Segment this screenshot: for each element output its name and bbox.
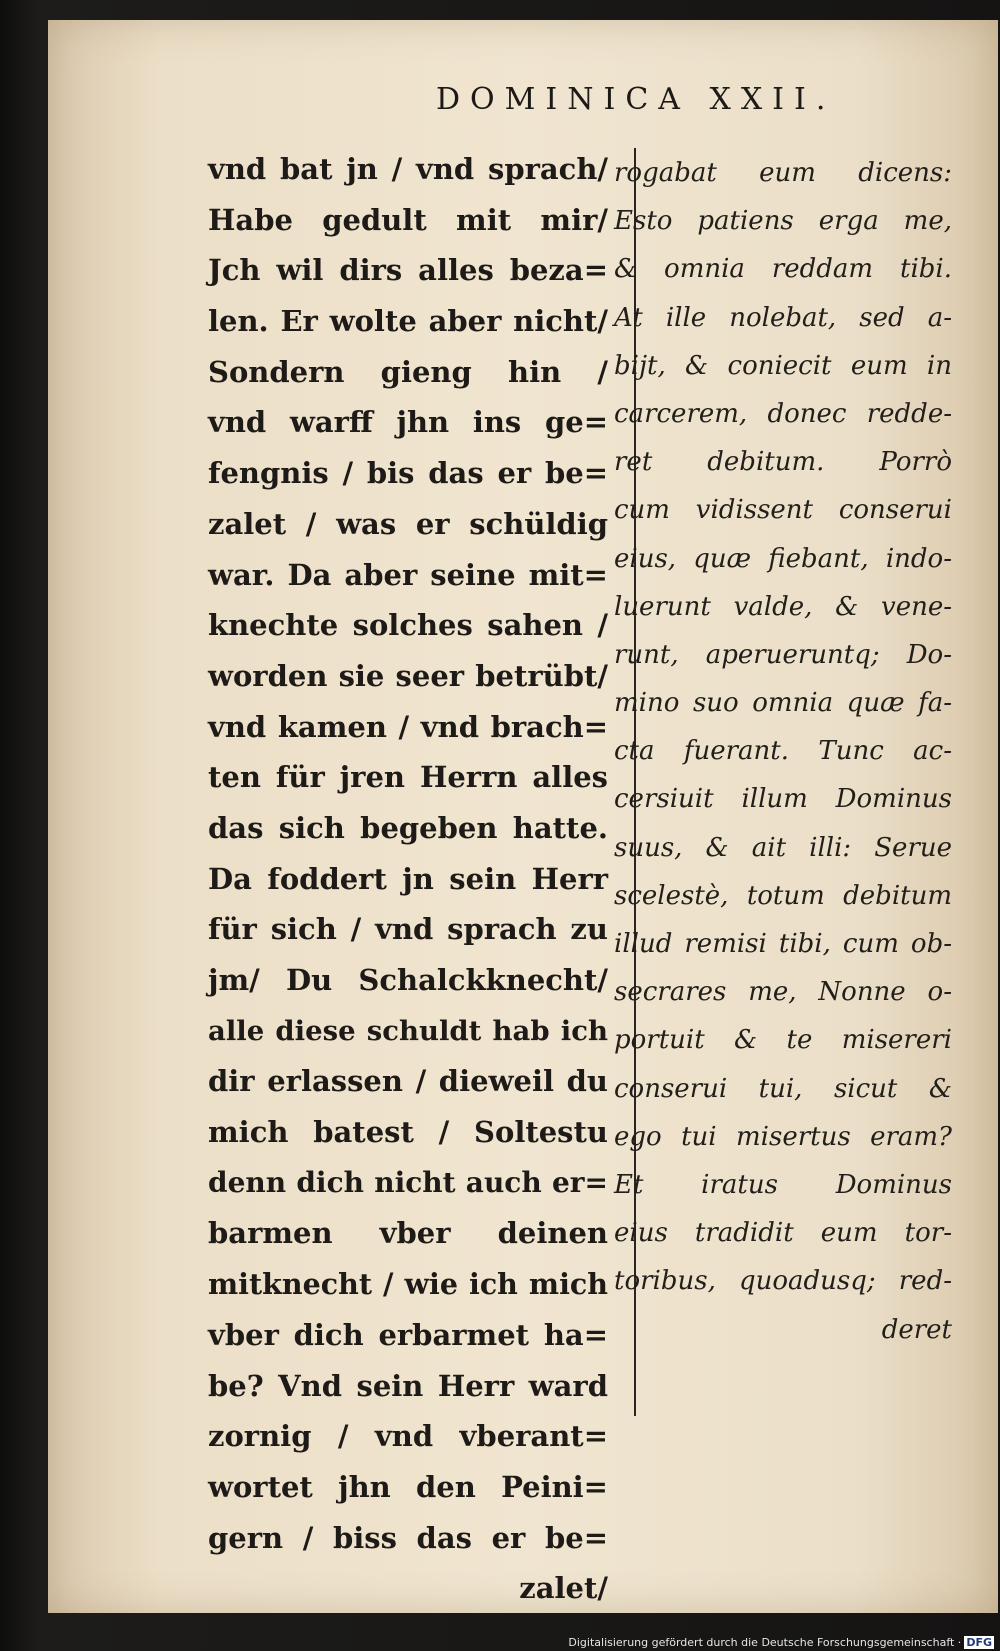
german-text-line: worden sie seer betrübt/ [208, 658, 608, 693]
book-page [48, 20, 998, 1613]
german-text-line: alle diese schuldt hab ich [208, 1014, 608, 1047]
latin-text-line: runt, aperueruntq; Do- [614, 639, 952, 670]
latin-text-line: ego tui misertus eram? [614, 1121, 952, 1152]
running-head: DOMINICA XXII. [436, 82, 836, 117]
latin-text-line: scelestè, totum debitum [614, 880, 952, 911]
german-text-line: zalet/ [519, 1571, 608, 1606]
latin-text-line: bijt, & coniecit eum in [614, 350, 952, 381]
latin-text-line: rogabat eum dicens: [614, 158, 952, 188]
credit-text: Digitalisierung gefördert durch die Deutsche Forschungsgemeinschaft · [568, 1636, 962, 1649]
german-text-line: zornig / vnd vberant= [208, 1419, 608, 1454]
latin-text-line: luerunt valde, & vene- [614, 591, 952, 622]
latin-text-line: eius, quæ fiebant, indo- [614, 543, 952, 574]
german-text-line: knechte solches sahen / [208, 608, 608, 643]
latin-text-line: cta fuerant. Tunc ac- [614, 736, 952, 767]
german-text-line: vnd bat jn / vnd sprach/ [208, 152, 608, 186]
german-text-line: vnd kamen / vnd brach= [208, 709, 608, 744]
latin-text-line: eius tradidit eum tor- [614, 1218, 952, 1249]
german-text-line: Habe gedult mit mir/ [208, 202, 608, 237]
german-text-line: Jch wil dirs alles beza= [208, 253, 608, 288]
german-text-line: das sich begeben hatte. [208, 810, 608, 845]
german-text-line: dir erlassen / dieweil du [208, 1064, 608, 1099]
latin-text-line: cersiuit illum Dominus [614, 784, 952, 815]
german-text-line: war. Da aber seine mit= [208, 557, 608, 592]
latin-text-line: At ille nolebat, sed a- [614, 302, 952, 333]
german-text-line: barmen vber deinen [208, 1216, 608, 1251]
german-text-line: len. Er wolte aber nicht/ [208, 304, 608, 339]
latin-text-line: illud remisi tibi, cum ob- [614, 929, 952, 959]
latin-text-line: carcerem, donec redde- [614, 398, 952, 429]
latin-text-line: cum vidissent conserui [614, 495, 952, 526]
german-text-line: wortet jhn den Peini= [208, 1469, 608, 1504]
german-text-line: jm/ Du Schalckknecht/ [208, 963, 608, 997]
german-text-line: für sich / vnd sprach zu [208, 912, 608, 947]
german-text-line: gern / biss das er be= [208, 1520, 608, 1555]
german-text-line: ten für jren Herrn alles [208, 760, 608, 795]
german-text-line: Sondern gieng hin / [208, 354, 608, 389]
dfg-logo: DFG [966, 1636, 992, 1649]
german-text-line: zalet / was er schüldig [208, 506, 608, 541]
latin-text-line: conserui tui, sicut & [614, 1073, 952, 1104]
german-text-line: denn dich nicht auch er= [208, 1165, 608, 1199]
german-text-line: vnd warff jhn ins ge= [208, 405, 608, 440]
latin-text-line: toribus, quoadusq; red- [614, 1266, 952, 1297]
latin-text-line: deret [881, 1314, 952, 1345]
latin-text-line: ret debitum. Porrò [614, 447, 952, 478]
german-text-line: Da foddert jn sein Herr [208, 861, 608, 896]
latin-text-line: & omnia reddam tibi. [614, 254, 952, 285]
german-text-line: vber dich erbarmet ha= [208, 1317, 608, 1352]
latin-text-line: suus, & ait illi: Serue [614, 832, 952, 863]
latin-text-line: portuit & te misereri [614, 1025, 952, 1056]
latin-text-line: secrares me, Nonne o- [614, 977, 952, 1008]
digitization-credit [568, 1636, 994, 1649]
german-text-line: fengnis / bis das er be= [208, 456, 608, 491]
latin-text-line: Esto patiens erga me, [614, 206, 952, 237]
german-text-line: mitknecht / wie ich mich [208, 1267, 608, 1302]
german-text-line: be? Vnd sein Herr ward [208, 1368, 608, 1403]
latin-text-column [614, 149, 952, 1354]
german-text-line: mich batest / Soltestu [208, 1115, 608, 1150]
latin-text-line: Et iratus Dominus [614, 1169, 952, 1200]
german-text-column [208, 144, 608, 1614]
latin-text-line: mino suo omnia quæ fa- [614, 688, 952, 719]
